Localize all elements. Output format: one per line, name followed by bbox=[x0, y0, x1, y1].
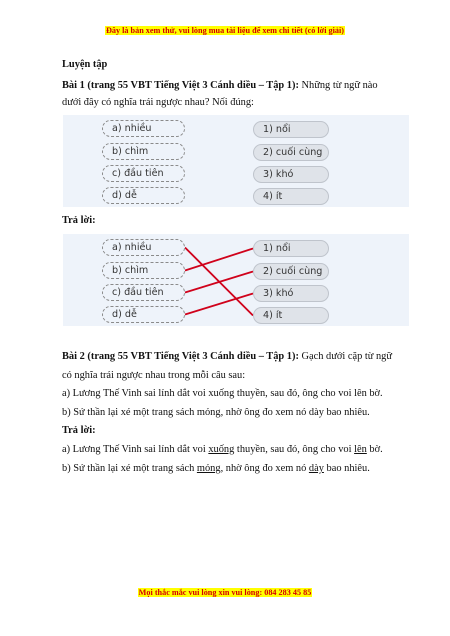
answer-left-item-c: c) đầu tiên bbox=[102, 284, 185, 301]
ex1-question-figure bbox=[63, 115, 409, 207]
ex2-question-a: a) Lương Thế Vinh sai lính dắt voi xuống thuyền, sau đó, ông cho voi lên bờ. bbox=[62, 388, 383, 399]
ex2-ans-a-part1: a) Lương Thế Vinh sai lính dắt voi bbox=[62, 444, 209, 455]
ex2-ans-b-underlined-1: mỏng bbox=[196, 463, 221, 474]
match-line-d-3 bbox=[185, 294, 253, 315]
right-item-4: 4) ít bbox=[253, 188, 329, 205]
left-item-d: d) dễ bbox=[102, 187, 185, 204]
ex2-answer-b bbox=[62, 462, 370, 476]
ex1-prompt-b: dưới đây có nghĩa trái ngược nhau? Nối đúng: bbox=[62, 97, 254, 108]
answer-right-item-3: 3) khó bbox=[253, 285, 329, 302]
left-item-b: b) chìm bbox=[102, 143, 185, 160]
right-item-2: 2) cuối cùng bbox=[253, 144, 329, 161]
ex2-ans-b-part1: b) Sứ thần lại xé một trang sách bbox=[62, 463, 197, 474]
preview-banner bbox=[0, 26, 450, 35]
ex1-title-line bbox=[62, 79, 378, 93]
contact-footer bbox=[0, 588, 450, 597]
ex1-answer-figure bbox=[63, 234, 409, 326]
ex2-title-line bbox=[62, 350, 392, 364]
ex2-ans-b-part3: bao nhiêu. bbox=[323, 463, 370, 474]
ex2-ans-a-part2: thuyền, sau đó, ông cho voi bbox=[234, 444, 355, 455]
answer-right-item-1: 1) nổi bbox=[253, 240, 329, 257]
ex2-ans-a-part3: bờ. bbox=[366, 444, 383, 455]
ex2-ans-b-part2: , nhờ ông đo xem nó bbox=[220, 463, 309, 474]
match-line-b-1 bbox=[185, 249, 253, 271]
left-item-a: a) nhiều bbox=[102, 120, 185, 137]
ex1-title: Bài 1 (trang 55 VBT Tiếng Việt 3 Cánh diều – Tập 1): bbox=[62, 80, 299, 91]
right-item-1: 1) nổi bbox=[253, 121, 329, 138]
ex2-answer-label: Trả lời: bbox=[62, 425, 96, 436]
ex2-ans-b-underlined-2: dày bbox=[308, 463, 324, 474]
ex2-answer-a bbox=[62, 443, 383, 457]
ex2-title: Bài 2 (trang 55 VBT Tiếng Việt 3 Cánh diều – Tập 1): bbox=[62, 351, 299, 362]
ex1-answer-label: Trả lời: bbox=[62, 215, 96, 226]
ex1-prompt-a: Những từ ngữ nào bbox=[298, 80, 378, 91]
right-item-3: 3) khó bbox=[253, 166, 329, 183]
ex2-question-b: b) Sứ thần lại xé một trang sách mỏng, nhờ ông đo xem nó dày bao nhiêu. bbox=[62, 407, 370, 418]
match-line-c-2 bbox=[185, 272, 253, 293]
ex2-ans-a-underlined-2: lên bbox=[354, 444, 367, 455]
answer-right-item-2: 2) cuối cùng bbox=[253, 263, 329, 280]
answer-left-item-a: a) nhiều bbox=[102, 239, 185, 256]
left-item-c: c) đầu tiên bbox=[102, 165, 185, 182]
preview-banner-text: Đây là bản xem thử, vui lòng mua tài liệu để xem chi tiết (có lời giải) bbox=[105, 26, 344, 35]
answer-right-item-4: 4) ít bbox=[253, 307, 329, 324]
answer-left-item-b: b) chìm bbox=[102, 262, 185, 279]
section-title: Luyện tập bbox=[62, 59, 108, 70]
contact-footer-text: Mọi thắc mắc vui lòng xin vui lòng: 084 283 45 85 bbox=[138, 588, 312, 597]
ex2-prompt-b: có nghĩa trái ngược nhau trong mỗi câu sau: bbox=[62, 370, 246, 381]
answer-left-item-d: d) dễ bbox=[102, 306, 185, 323]
ex2-prompt-a: Gạch dưới cặp từ ngữ bbox=[298, 351, 393, 362]
ex2-ans-a-underlined-1: xuống bbox=[208, 444, 235, 455]
